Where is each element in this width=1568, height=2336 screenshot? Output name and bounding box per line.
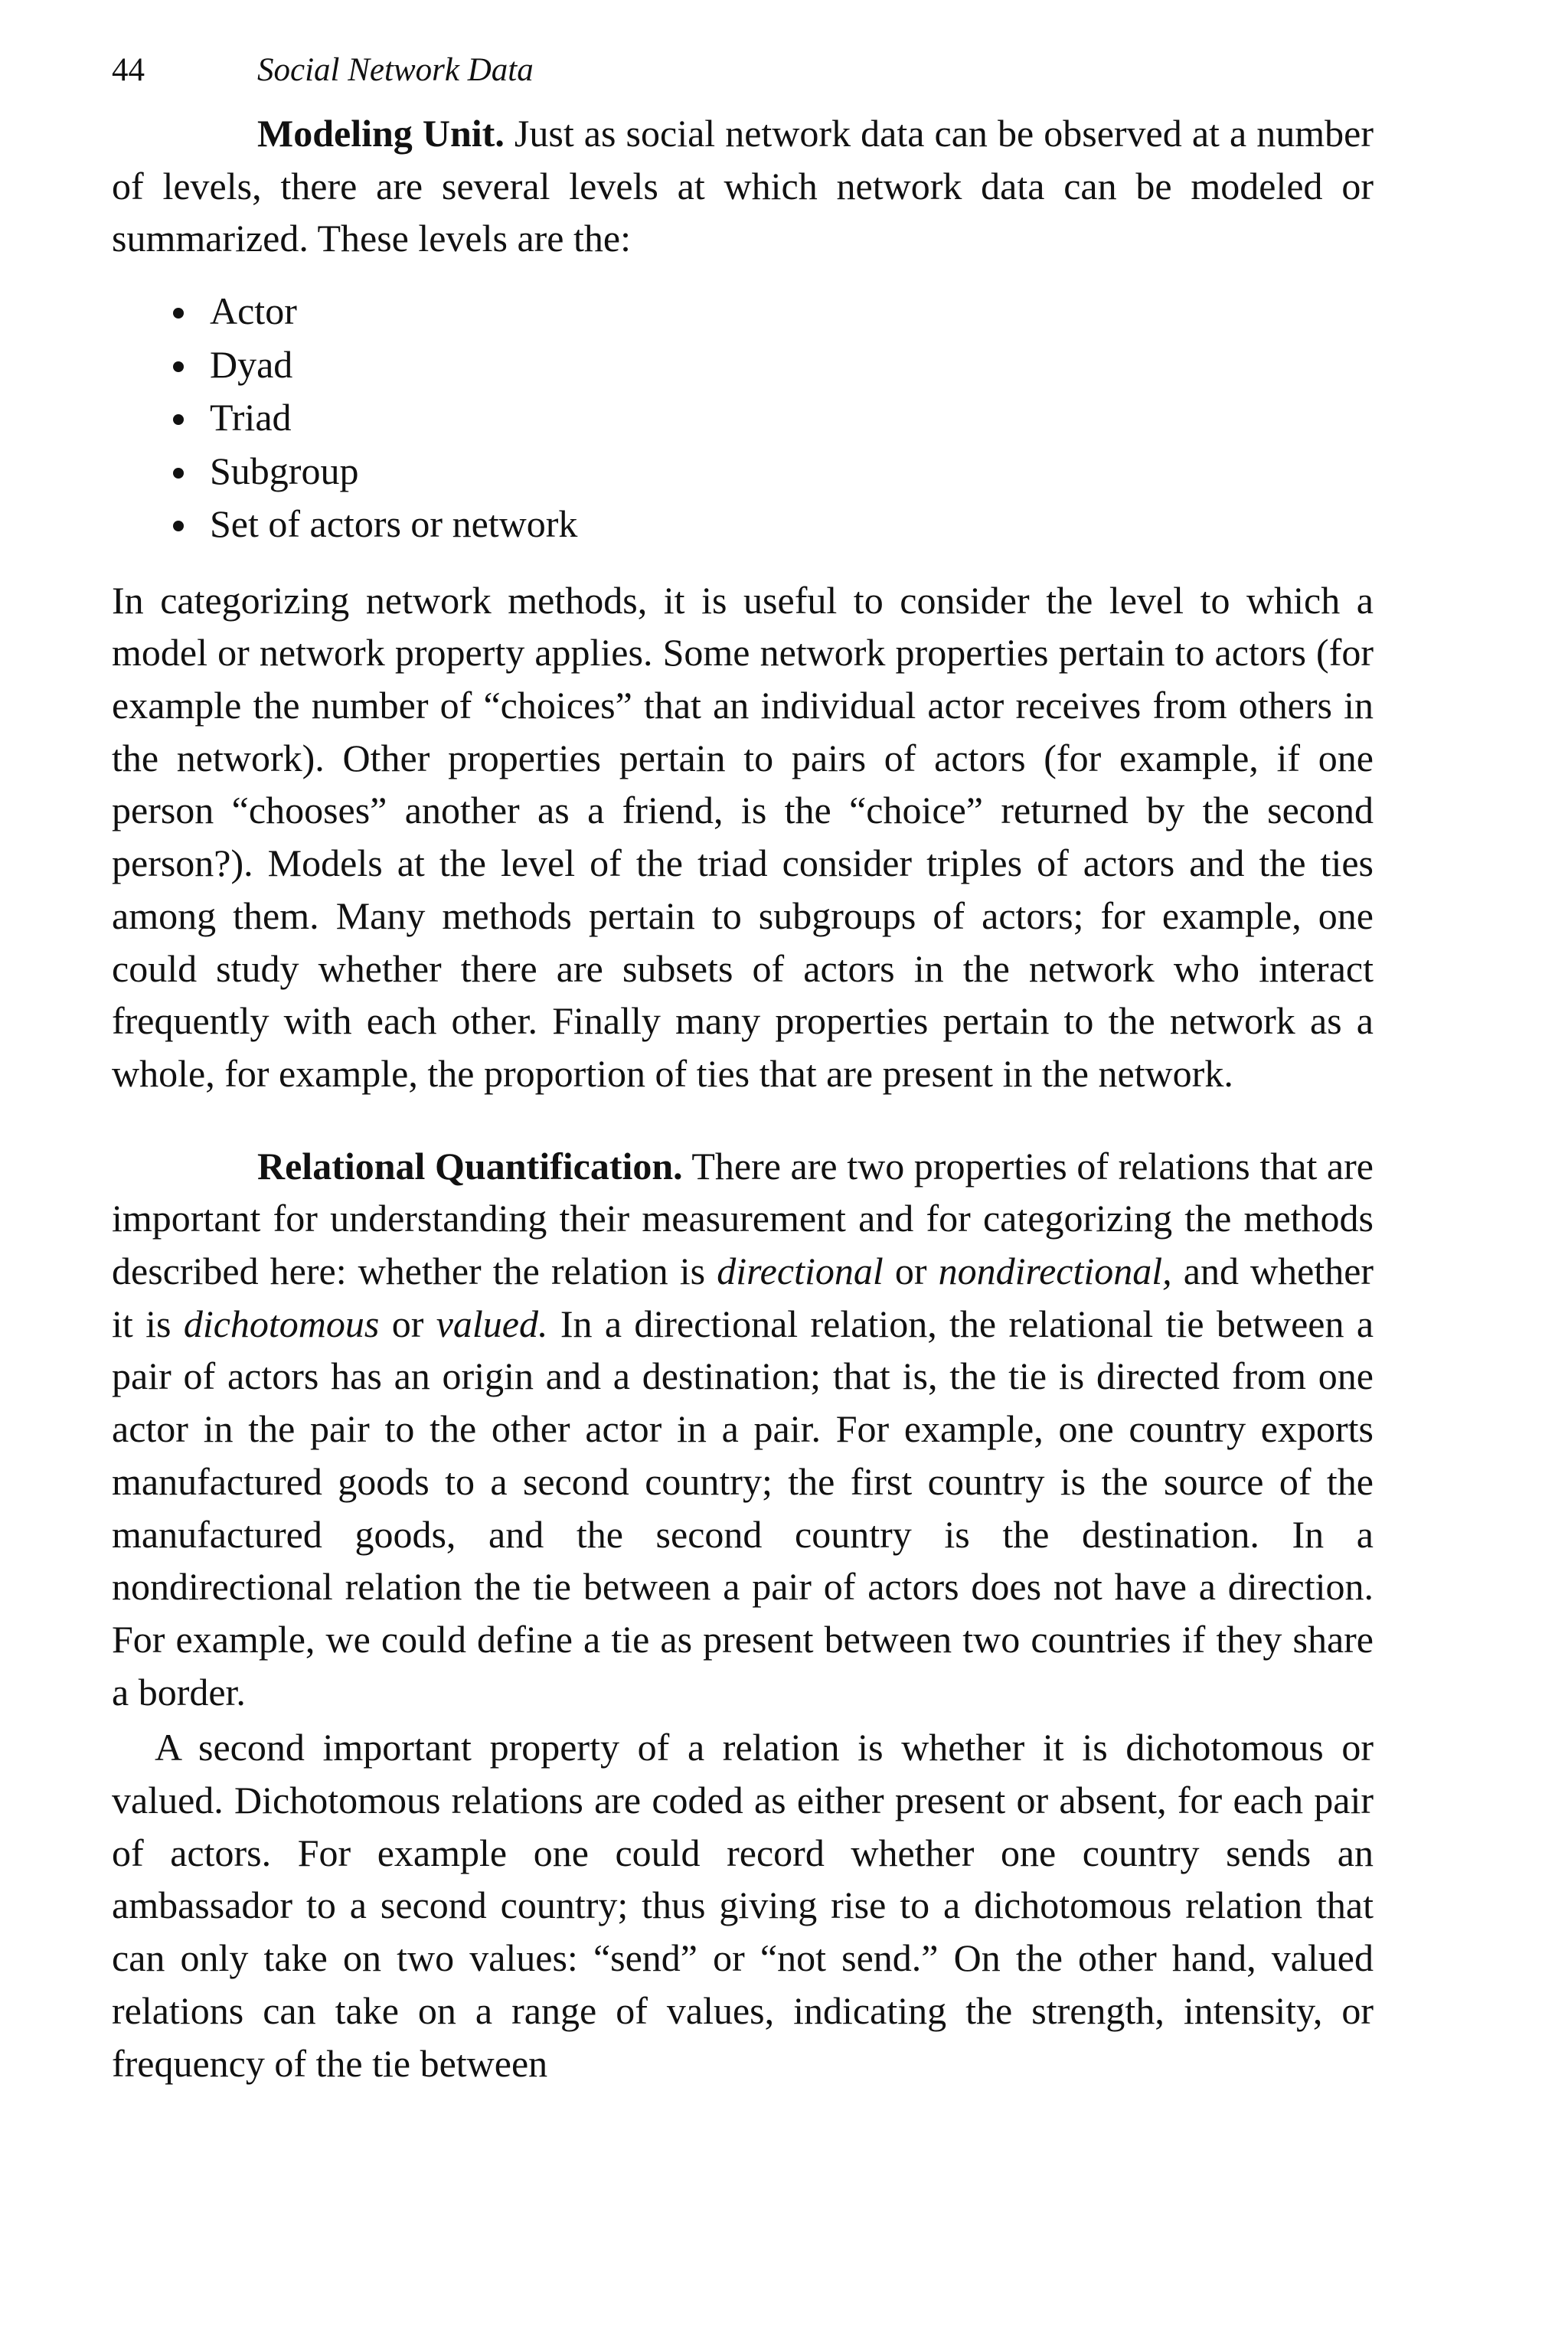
dichotomous-valued-paragraph: A second important property of a relation is whether it is dichotomous or valued. Dichotomous relations are coded as either present or absent, for each pair of actors. For example one could record whether one country sends an ambassador to a second country; thus giving rise to a dichotomous relation that can only take on two values: “send” or “not send.” On the other hand, valued relations can take on a range of values, indicating the strength, intensity, or frequency of the tie between (112, 1726, 1374, 2085)
paragraph-text: There are two properties of relations that are important for understanding their measurement and for categorizing the methods described here: whether the relation is (112, 1144, 1374, 1293)
list-item: Set of actors or network (210, 498, 1374, 551)
paragraph-text: or (894, 1250, 927, 1293)
modeling-unit-intro-text: Just as social network data can be observed at a number of levels, there are several levels at which network data can be modeled or summarized. These levels are the: (112, 112, 1374, 260)
paragraph-text: or (391, 1302, 424, 1345)
relational-quantification-paragraph (112, 1140, 1374, 1719)
list-item: Subgroup (210, 445, 1374, 498)
list-item: Actor (210, 285, 1374, 338)
paragraph-text: In a directional relation, the relational tie between a pair of actors has an origin and a destination; that is, the tie is directed from one actor in the pair to the other actor in a pair. For example, one country exports manufactured goods to a second country; the first country is the source of the manufactured goods, and the second country is the destination. In a nondirectional relation the tie between a pair of actors does not have a direction. For example, we could define a tie as present between two countries if they share a border. (112, 1302, 1374, 1714)
page-number: 44 (112, 52, 145, 88)
relational-quantification-heading: Relational Quantification. (257, 1144, 683, 1188)
list-item: Triad (210, 391, 1374, 445)
modeling-unit-intro (112, 107, 1374, 265)
term-valued: valued. (436, 1302, 548, 1345)
levels-list (112, 285, 1374, 551)
term-dichotomous: dichotomous (183, 1302, 380, 1345)
section-gap (112, 1100, 1374, 1140)
term-directional: directional (717, 1250, 884, 1293)
modeling-unit-body: In categorizing network methods, it is useful to consider the level to which a model or network property applies. Some network properties pertain to actors (for example the number of “choices” that an individual actor receives from others in the network). Other properties pertain to pairs of actors (for example, if one person “chooses” another as a friend, is the “choice” returned by the second person?). Models at the level of the triad consider triples of actors and the ties among them. Many methods pertain to subgroups of actors; for example, one could study whether there are subsets of actors in the network who interact frequently with each other. Finally many properties pertain to the network as a whole, for example, the proportion of ties that are present in the network. (112, 578, 1374, 1095)
running-title: Social Network Data (257, 52, 534, 88)
book-page (112, 49, 1374, 2089)
modeling-unit-heading: Modeling Unit. (257, 112, 505, 155)
running-head (112, 49, 1374, 92)
list-item: Dyad (210, 338, 1374, 392)
paragraph-text: and whether it is (112, 1250, 1374, 1345)
term-nondirectional: nondirectional, (938, 1250, 1172, 1293)
